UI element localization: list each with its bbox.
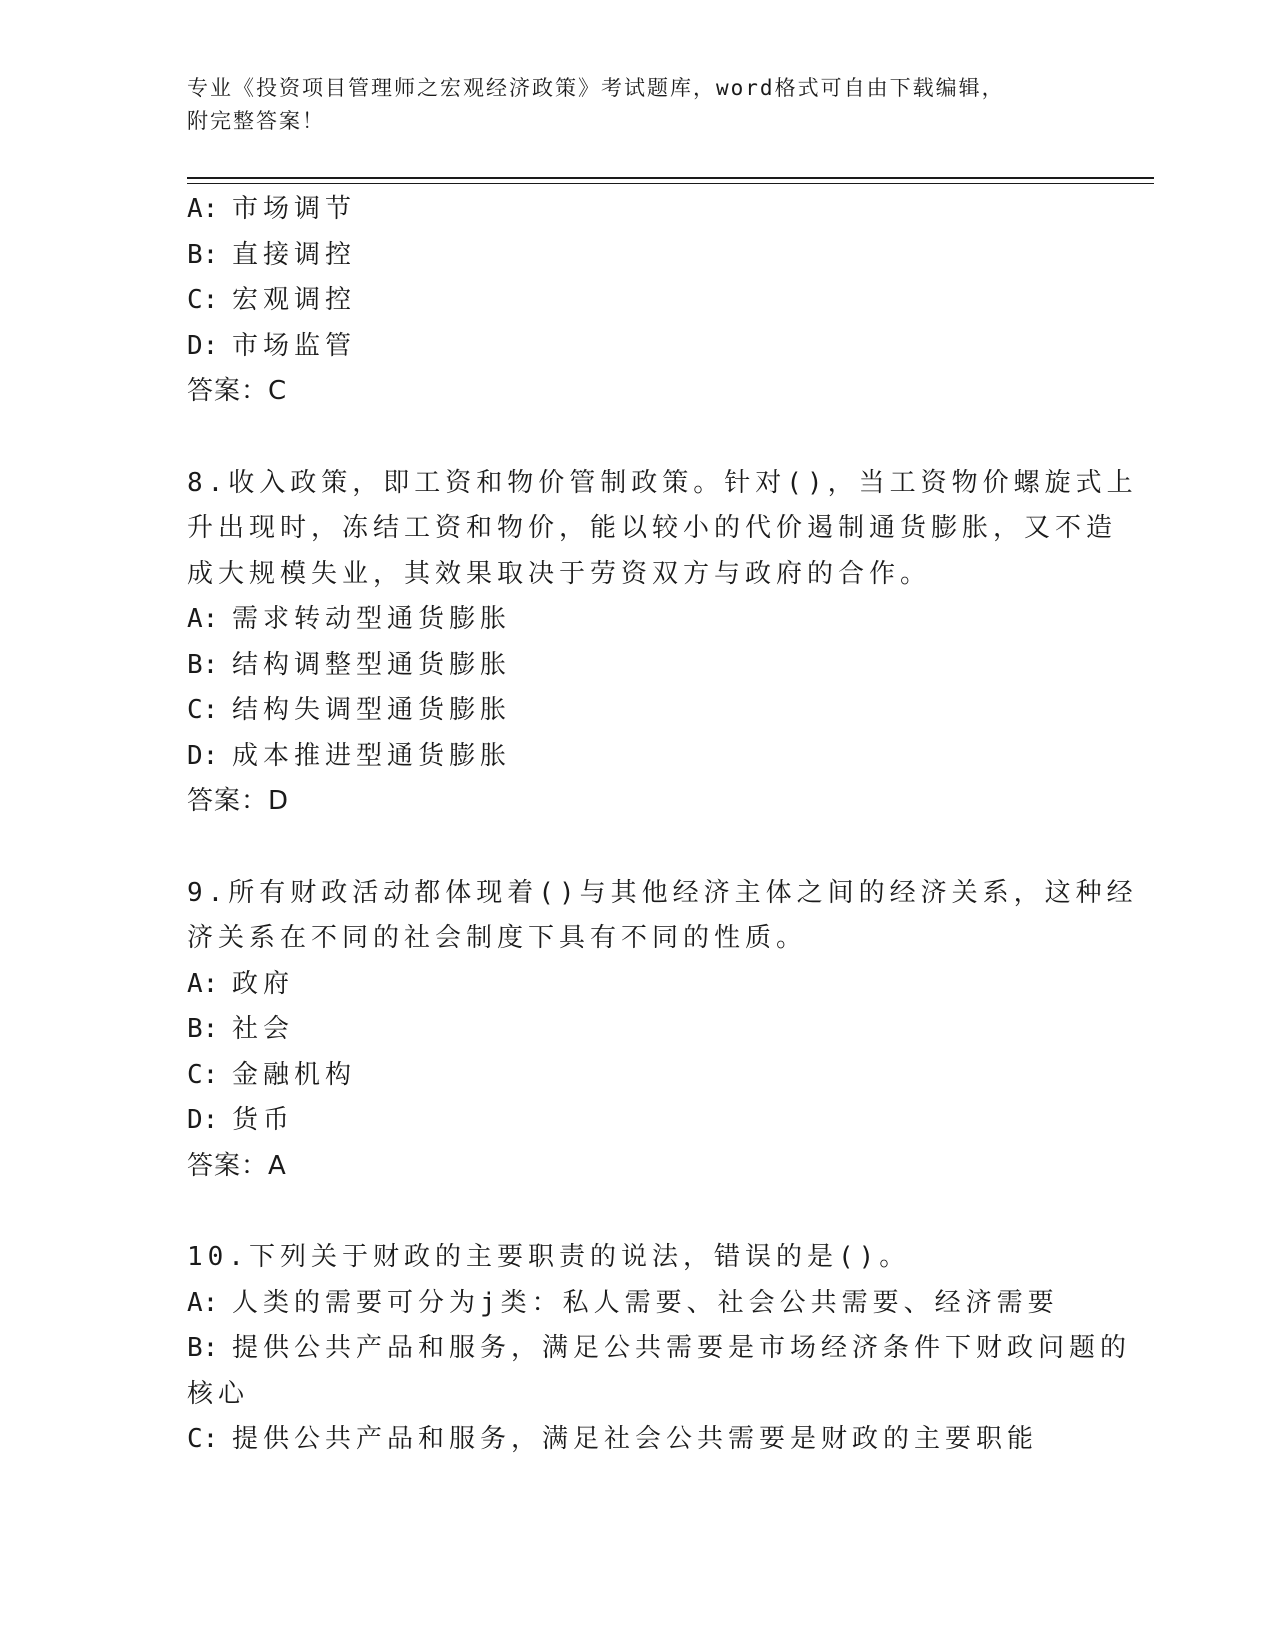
question-stem-line: 10.下列关于财政的主要职责的说法，错误的是()。 xyxy=(187,1242,911,1272)
question-stem-line: 济关系在不同的社会制度下具有不同的性质。 xyxy=(187,923,808,953)
option-text: 社会 xyxy=(232,1014,295,1044)
option-label: D: xyxy=(187,740,219,771)
option-label: D: xyxy=(187,1105,219,1135)
option-text: 需求转动型通货膨胀 xyxy=(232,604,512,634)
option-label: C: xyxy=(187,1059,219,1090)
option-d xyxy=(187,1098,1087,1144)
question-stem-line: 8.收入政策，即工资和物价管制政策。针对()，当工资物价螺旋式上 xyxy=(187,467,1138,498)
option-b xyxy=(187,1326,1132,1372)
question-stem-line: 9.所有财政活动都体现着()与其他经济主体之间的经济关系，这种经 xyxy=(187,877,1138,908)
option-a xyxy=(187,1281,1087,1327)
option-c xyxy=(187,278,1087,324)
question-9 xyxy=(187,871,1138,1190)
option-label: C: xyxy=(187,695,219,725)
option-text: 金融机构 xyxy=(232,1059,357,1090)
header-rule-thin xyxy=(187,183,1154,184)
option-text: 提供公共产品和服务，满足社会公共需要是财政的主要职能 xyxy=(232,1424,1039,1454)
option-c xyxy=(187,1417,1087,1463)
option-text: 结构调整型通货膨胀 xyxy=(232,649,512,680)
option-c xyxy=(187,688,1087,734)
question-stem-line: 升出现时，冻结工资和物价，能以较小的代价遏制通货膨胀，又不造 xyxy=(187,513,1118,543)
option-b xyxy=(187,1007,1087,1053)
option-d xyxy=(187,324,1087,370)
option-label: C: xyxy=(187,1424,219,1454)
option-label: B: xyxy=(187,1014,219,1044)
option-label: A: xyxy=(187,194,219,224)
question-7-options xyxy=(187,187,1087,415)
option-b xyxy=(187,643,1087,689)
option-text: 市场调节 xyxy=(232,194,357,224)
header-line-2: 附完整答案！ xyxy=(187,109,325,133)
option-text: 宏观调控 xyxy=(232,285,357,315)
option-a xyxy=(187,962,1087,1008)
option-a xyxy=(187,597,1087,643)
option-label: D: xyxy=(187,330,219,361)
option-text: 成本推进型通货膨胀 xyxy=(232,740,512,771)
option-label: C: xyxy=(187,285,219,315)
header-line-1: 专业《投资项目管理师之宏观经济政策》考试题库，word格式可自由下载编辑， xyxy=(187,76,1005,100)
option-label: A: xyxy=(187,1287,219,1318)
question-stem-line: 成大规模失业，其效果取决于劳资双方与政府的合作。 xyxy=(187,558,932,589)
option-text: 货币 xyxy=(232,1105,295,1135)
document-header xyxy=(187,72,1067,138)
option-label: B: xyxy=(187,1333,219,1363)
option-text: 政府 xyxy=(232,968,295,999)
option-text: 提供公共产品和服务，满足公共需要是市场经济条件下财政问题的 xyxy=(232,1333,1132,1363)
answer-line: 答案：D xyxy=(187,786,290,816)
option-label: A: xyxy=(187,604,219,634)
option-c xyxy=(187,1053,1087,1099)
option-label: B: xyxy=(187,239,219,270)
question-content xyxy=(187,187,1138,1463)
option-label: A: xyxy=(187,968,219,999)
option-label: B: xyxy=(187,649,219,680)
option-b xyxy=(187,233,1087,279)
option-text: 市场监管 xyxy=(232,330,357,361)
answer-line: 答案：C xyxy=(187,376,288,406)
question-10 xyxy=(187,1235,1132,1463)
option-text: 结构失调型通货膨胀 xyxy=(232,695,512,725)
option-text: 人类的需要可分为j类：私人需要、社会公共需要、经济需要 xyxy=(232,1287,1059,1318)
option-d xyxy=(187,734,1087,780)
option-text: 直接调控 xyxy=(232,239,357,270)
option-a xyxy=(187,187,1087,233)
answer-line: 答案：A xyxy=(187,1150,287,1181)
question-8 xyxy=(187,461,1138,825)
option-b-continuation: 核心 xyxy=(187,1378,250,1409)
header-rule-thick xyxy=(187,177,1154,179)
